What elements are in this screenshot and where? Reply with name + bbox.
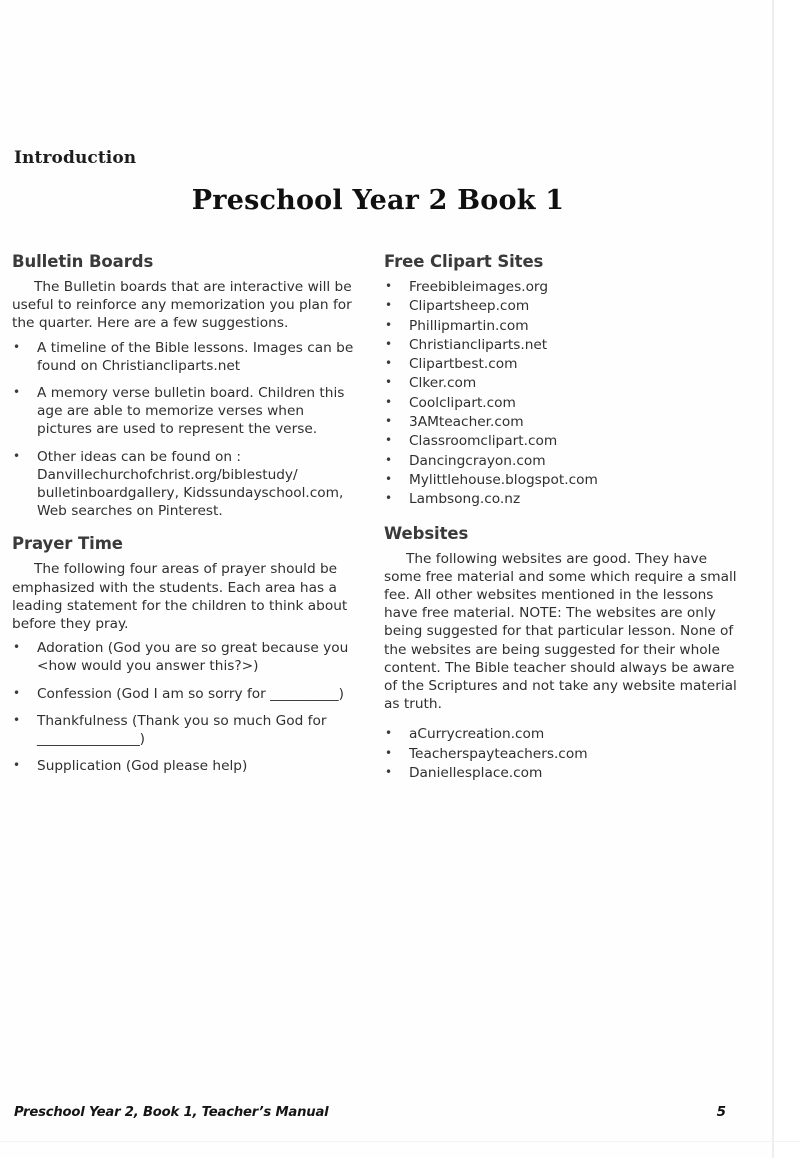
list-item: • aCurrycreation.com [384,725,742,744]
section-kicker: Introduction [14,148,137,168]
heading-free-clipart-sites: Free Clipart Sites [384,252,544,271]
scan-edge-bottom-line [0,1141,800,1142]
list-websites [384,725,742,783]
list-item: • Coolclipart.com [384,394,742,413]
heading-prayer-time: Prayer Time [12,534,123,554]
scan-gutter [774,0,800,1158]
list-item: • Daniellesplace.com [384,764,742,783]
paragraph-bulletin-boards-intro: The Bulletin boards that are interactive will be useful to reinforce any memorization you plan for the quarter. Here are a few suggestions. [12,279,352,332]
list-item: • Thankfulness (Thank you so much God for _______________) [12,712,360,748]
heading-bulletin-boards: Bulletin Boards [12,252,154,271]
list-bulletin-board-ideas [12,339,360,521]
list-item: • Christiancliparts.net [384,336,742,355]
list-item: • Clipartbest.com [384,355,742,374]
scan-edge-line [772,0,774,1158]
two-column-body [0,252,756,784]
list-item: • Confession (God I am so sorry for __________) [12,685,360,703]
list-item: • Supplication (God please help) [12,757,360,775]
footer-page-number: 5 [716,1104,726,1120]
left-column [0,252,374,784]
list-item: • A timeline of the Bible lessons. Images can be found on Christiancliparts.net [12,339,360,375]
list-item: • Clipartsheep.com [384,297,742,316]
list-item: • Classroomclipart.com [384,432,742,451]
list-item: • Mylittlehouse.blogspot.com [384,471,742,490]
heading-websites: Websites [384,523,469,543]
list-item: • Teacherspayteachers.com [384,745,742,764]
list-item: • A memory verse bulletin board. Children this age are able to memorize verses when pictures are used to represent the verse. [12,384,360,439]
right-column [374,252,756,784]
footer-title: Preschool Year 2, Book 1, Teacher’s Manual [14,1105,329,1120]
list-item: • Adoration (God you are so great because you <how would you answer this?>) [12,639,360,675]
list-item: • Lambsong.co.nz [384,490,742,509]
list-free-clipart-sites [384,278,742,510]
list-item: • Freebibleimages.org [384,278,742,297]
page-title: Preschool Year 2 Book 1 [191,185,565,216]
list-item: • Dancingcrayon.com [384,452,742,471]
list-item: • Clker.com [384,374,742,393]
list-prayer-areas [12,639,360,775]
page-footer [14,1104,726,1120]
list-item: • Other ideas can be found on : Danvillechurchofchrist.org/biblestudy/ bulletinboardgallery, Kidssundayschool.com, Web searches on Pinterest. [12,448,360,521]
paragraph-prayer-time-intro: The following four areas of prayer should be emphasized with the students. Each area has a leading statement for the children to think about before they pray. [12,561,348,633]
list-item: • 3AMteacher.com [384,413,742,432]
paragraph-websites-intro: The following websites are good. They have some free material and some which require a small fee. All other websites mentioned in the lessons have free material. NOTE: The websites are only being suggested for that particular lesson. None of the websites are being suggested for their whole content. The Bible teacher should always be aware of the Scriptures and not take any website material as truth. [384,550,737,713]
list-item: • Phillipmartin.com [384,317,742,336]
